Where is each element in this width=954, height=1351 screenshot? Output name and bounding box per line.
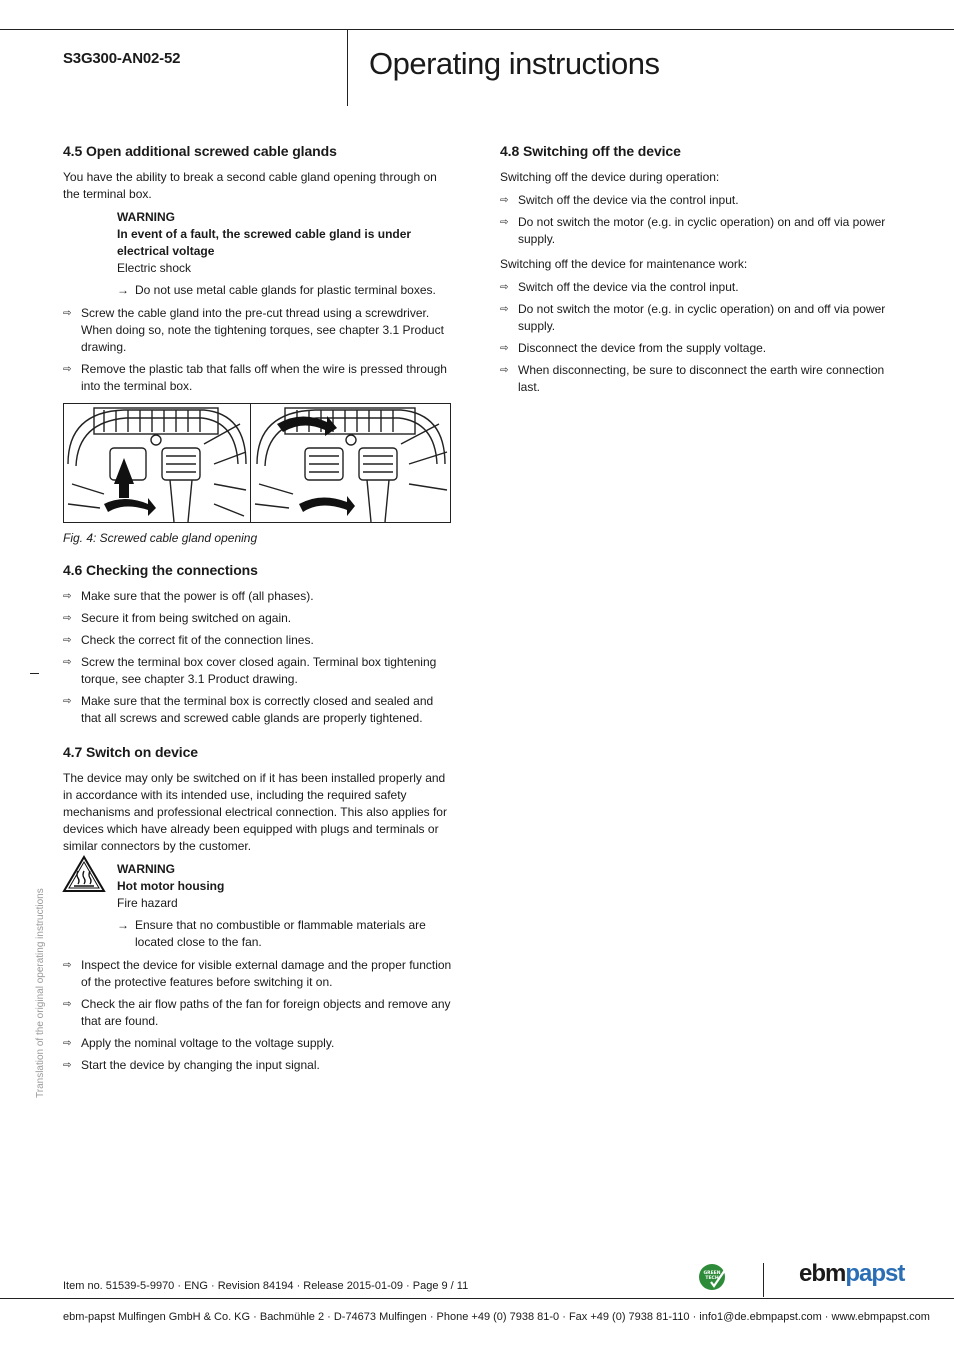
footer-item-info: Item no. 51539-5-9970 · ENG · Revision 84194 · Release 2015-01-09 · Page 9 / 11	[63, 1280, 469, 1292]
list-item-text: When disconnecting, be sure to disconnect the earth wire connection last.	[518, 363, 885, 394]
warning-text: In event of a fault, the screwed cable gland is under electrical voltage	[117, 227, 412, 258]
warning-action-text: Do not use metal cable glands for plastic terminal boxes.	[135, 283, 436, 297]
figure-illustration-left	[64, 404, 250, 522]
warning-action-text: Ensure that no combustible or flammable materials are located close to the fan.	[135, 918, 426, 949]
arrow-bullet-icon: ⇨	[63, 696, 72, 707]
warning-consequence: Fire hazard	[117, 896, 178, 910]
list-item	[63, 305, 455, 356]
arrow-bullet-icon: ⇨	[500, 195, 509, 206]
list-item-text: Make sure that the terminal box is correctly closed and sealed and that all screws and screwed cable glands are properly tightened.	[81, 694, 434, 725]
list-item	[500, 279, 892, 296]
section-46-steps	[63, 588, 455, 727]
margin-mark	[30, 673, 39, 674]
list-item-text: Screw the cable gland into the pre-cut thread using a screwdriver. When doing so, note the tightening torques, see chapter 3.1 Product drawing.	[81, 306, 444, 354]
list-item	[63, 361, 455, 395]
section-45-intro: You have the ability to break a second cable gland opening through on the terminal box.	[63, 170, 437, 201]
ebmpapst-logo	[799, 1259, 904, 1289]
cable-gland-figure	[63, 403, 451, 523]
section-48-maintenance-steps	[500, 279, 892, 396]
section-46-heading: 4.6 Checking the connections	[63, 562, 258, 578]
section-45-heading: 4.5 Open additional screwed cable glands	[63, 143, 337, 159]
section-47-intro: The device may only be switched on if it has been installed properly and in accordance with its intended use, including the required safety mechanisms and professional electrical connection. This also applies for devices which have already been equipped with plugs and terminals or similar connectors by the customer.	[63, 771, 447, 853]
arrow-bullet-icon: ⇨	[500, 304, 509, 315]
list-item-text: Inspect the device for visible external damage and the proper function of the protective features before switching it on.	[81, 958, 452, 989]
list-item	[500, 301, 892, 335]
left-column	[63, 142, 455, 1082]
list-item-text: Apply the nominal voltage to the voltage supply.	[81, 1036, 335, 1050]
arrow-bullet-icon: ⇨	[63, 960, 72, 971]
footer-rule	[0, 1298, 954, 1299]
warning-title: WARNING	[117, 862, 175, 876]
list-item-text: Switch off the device via the control input.	[518, 280, 739, 294]
hot-surface-warning-icon	[62, 855, 106, 893]
list-item	[63, 1057, 455, 1074]
warning-box-electric	[117, 209, 455, 299]
list-item	[63, 632, 455, 649]
arrow-bullet-icon: ⇨	[63, 591, 72, 602]
logo-part-ebm: ebm	[799, 1260, 846, 1287]
list-item	[500, 192, 892, 209]
section-48-heading: 4.8 Switching off the device	[500, 143, 681, 159]
arrow-bullet-icon: ⇨	[63, 364, 72, 375]
list-item	[63, 996, 455, 1030]
list-item-text: Disconnect the device from the supply voltage.	[518, 341, 767, 355]
arrow-bullet-icon: ⇨	[63, 1038, 72, 1049]
arrow-bullet-icon: ⇨	[63, 613, 72, 624]
section-48-operation-steps	[500, 192, 892, 248]
warning-action	[117, 282, 455, 299]
model-number: S3G300-AN02-52	[63, 50, 181, 67]
arrow-icon: →	[117, 283, 129, 297]
warning-consequence: Electric shock	[117, 261, 192, 275]
footer-divider	[763, 1263, 764, 1297]
logo-part-papst: papst	[845, 1260, 905, 1287]
list-item-text: Check the correct fit of the connection lines.	[81, 633, 314, 647]
list-item	[63, 1035, 455, 1052]
list-item-text: Secure it from being switched on again.	[81, 611, 292, 625]
list-item	[63, 957, 455, 991]
badge-text-1: GREEN	[703, 1271, 721, 1276]
list-item-text: Make sure that the power is off (all phases).	[81, 589, 314, 603]
list-item-text: Do not switch the motor (e.g. in cyclic operation) on and off via power supply.	[518, 215, 886, 246]
figure-illustration-right	[251, 404, 450, 522]
section-47-steps	[63, 957, 455, 1074]
list-item	[63, 654, 455, 688]
list-item-text: Do not switch the motor (e.g. in cyclic operation) on and off via power supply.	[518, 302, 886, 333]
arrow-bullet-icon: ⇨	[63, 999, 72, 1010]
list-item-text: Switch off the device via the control input.	[518, 193, 739, 207]
footer-company-info: ebm-papst Mulfingen GmbH & Co. KG · Bachmühle 2 · D-74673 Mulfingen · Phone +49 (0) 7938 81-0 · Fax +49 (0) 7938 81-110 · info1@de.ebmpapst.com · www.ebmpapst.com	[63, 1311, 930, 1323]
arrow-bullet-icon: ⇨	[63, 308, 72, 319]
list-item	[500, 362, 892, 396]
during-operation-label: Switching off the device during operation:	[500, 170, 720, 184]
warning-text: Hot motor housing	[117, 879, 225, 893]
green-tech-badge-icon	[697, 1262, 729, 1292]
list-item	[500, 340, 892, 357]
arrow-bullet-icon: ⇨	[63, 635, 72, 646]
side-note: Translation of the original operating instructions	[35, 888, 46, 1098]
arrow-bullet-icon: ⇨	[500, 343, 509, 354]
right-column	[500, 142, 892, 404]
list-item	[63, 693, 455, 727]
arrow-icon: →	[117, 918, 129, 932]
list-item-text: Start the device by changing the input signal.	[81, 1058, 320, 1072]
list-item	[500, 214, 892, 248]
list-item-text: Check the air flow paths of the fan for foreign objects and remove any that are found.	[81, 997, 451, 1028]
arrow-bullet-icon: ⇨	[63, 1060, 72, 1071]
section-47-heading: 4.7 Switch on device	[63, 744, 198, 760]
figure-caption: Fig. 4: Screwed cable gland opening	[63, 531, 258, 545]
list-item-text: Remove the plastic tab that falls off when the wire is pressed through into the terminal box.	[81, 362, 447, 393]
maintenance-label: Switching off the device for maintenance work:	[500, 257, 748, 271]
list-item-text: Screw the terminal box cover closed again. Terminal box tightening torque, see chapter 3.1 Product drawing.	[81, 655, 437, 686]
arrow-bullet-icon: ⇨	[500, 365, 509, 376]
warning-box-hot	[117, 861, 455, 951]
warning-action	[117, 917, 455, 951]
arrow-bullet-icon: ⇨	[500, 217, 509, 228]
section-45-steps	[63, 305, 455, 395]
badge-text-2: TECH	[705, 1276, 719, 1281]
header-top-rule	[0, 29, 954, 30]
arrow-bullet-icon: ⇨	[63, 657, 72, 668]
page-title: Operating instructions	[369, 46, 660, 81]
list-item	[63, 610, 455, 627]
warning-title: WARNING	[117, 210, 175, 224]
arrow-bullet-icon: ⇨	[500, 282, 509, 293]
list-item	[63, 588, 455, 605]
header-divider	[347, 29, 348, 106]
